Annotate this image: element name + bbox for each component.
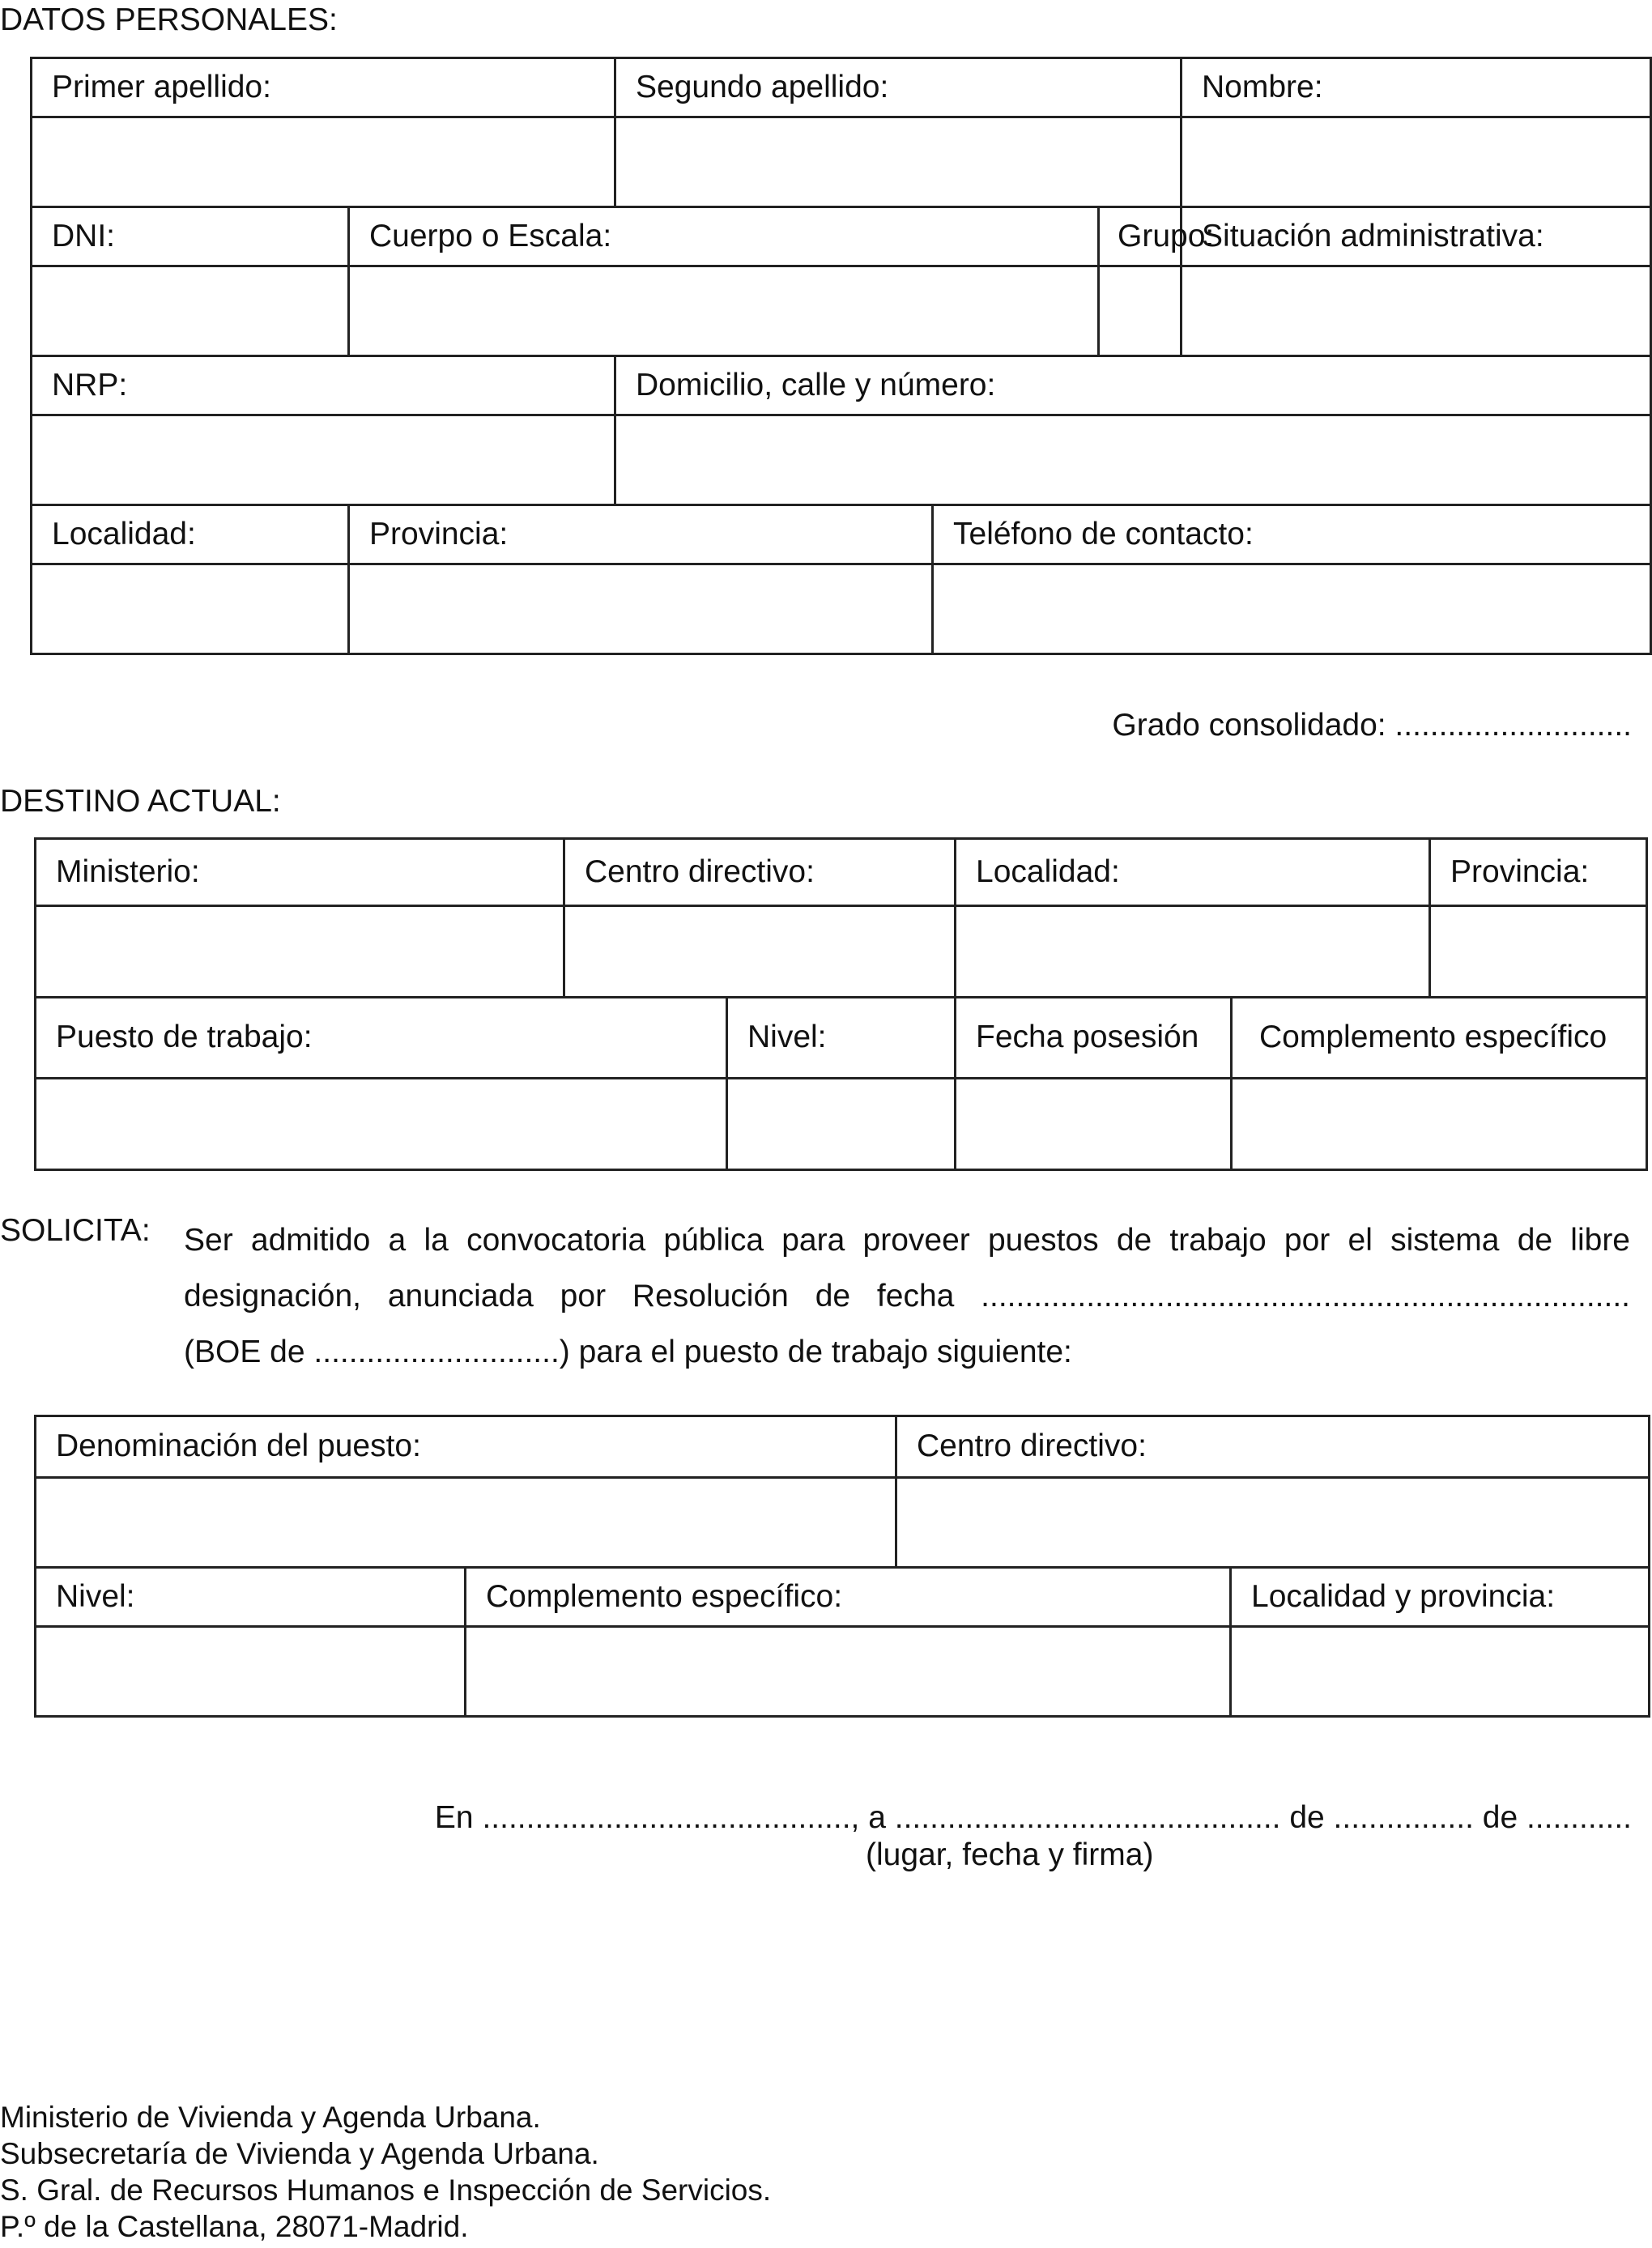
field-ministerio[interactable] bbox=[36, 906, 564, 998]
label-telefono: Teléfono de contacto: bbox=[933, 505, 1651, 564]
field-centro-directivo-puesto[interactable] bbox=[896, 1478, 1650, 1568]
field-dni[interactable] bbox=[32, 266, 349, 356]
footer-address: P.º de la Castellana, 28071-Madrid. bbox=[0, 2210, 469, 2243]
label-complemento-especifico-puesto: Complemento específico: bbox=[466, 1568, 1231, 1627]
field-telefono[interactable] bbox=[933, 564, 1651, 654]
field-segundo-apellido[interactable] bbox=[615, 117, 1182, 207]
label-grupo: Grupo: bbox=[1099, 207, 1182, 266]
field-localidad[interactable] bbox=[32, 564, 349, 654]
label-cuerpo-escala: Cuerpo o Escala: bbox=[349, 207, 1099, 266]
field-nivel-puesto[interactable] bbox=[36, 1627, 466, 1717]
label-nrp: NRP: bbox=[32, 356, 615, 415]
field-localidad-destino[interactable] bbox=[956, 906, 1430, 998]
label-centro-directivo: Centro directivo: bbox=[564, 839, 956, 906]
solicita-line-3: (BOE de ............................) para el puesto de trabajo siguiente: bbox=[184, 1335, 1072, 1369]
label-primer-apellido: Primer apellido: bbox=[32, 58, 615, 117]
signature-caption: (lugar, fecha y firma) bbox=[866, 1837, 1154, 1872]
label-localidad-destino: Localidad: bbox=[956, 839, 1430, 906]
label-ministerio: Ministerio: bbox=[36, 839, 564, 906]
label-fecha-posesion: Fecha posesión bbox=[956, 998, 1232, 1079]
field-centro-directivo[interactable] bbox=[564, 906, 956, 998]
field-puesto-trabajo[interactable] bbox=[36, 1079, 727, 1170]
label-nivel-destino: Nivel: bbox=[727, 998, 956, 1079]
label-domicilio: Domicilio, calle y número: bbox=[615, 356, 1651, 415]
label-centro-directivo-puesto: Centro directivo: bbox=[896, 1416, 1650, 1478]
label-nivel-puesto: Nivel: bbox=[36, 1568, 466, 1627]
label-nombre: Nombre: bbox=[1182, 58, 1651, 117]
solicita-line-2: designación, anunciada por Resolución de fecha .......................................................................... bbox=[184, 1279, 1630, 1313]
field-complemento-especifico-puesto[interactable] bbox=[466, 1627, 1231, 1717]
label-complemento-especifico-destino: Complemento específico bbox=[1232, 998, 1647, 1079]
solicita-text bbox=[184, 1212, 1630, 1380]
label-situacion-administrativa: Situación administrativa: bbox=[1182, 207, 1651, 266]
field-domicilio[interactable] bbox=[615, 415, 1651, 505]
field-localidad-provincia[interactable] bbox=[1231, 1627, 1650, 1717]
signature-date-line: En .........................................., a ............................................ de ................ de ............ bbox=[434, 1800, 1632, 1835]
footer-ministerio: Ministerio de Vivienda y Agenda Urbana. bbox=[0, 2101, 541, 2134]
label-denominacion-puesto: Denominación del puesto: bbox=[36, 1416, 896, 1478]
field-grupo[interactable] bbox=[1099, 266, 1182, 356]
label-provincia-destino: Provincia: bbox=[1430, 839, 1647, 906]
section-title-destino-actual: DESTINO ACTUAL: bbox=[0, 784, 281, 819]
field-nivel-destino[interactable] bbox=[727, 1079, 956, 1170]
field-provincia-destino[interactable] bbox=[1430, 906, 1647, 998]
field-cuerpo-escala[interactable] bbox=[349, 266, 1099, 356]
footer-subsecretaria: Subsecretaría de Vivienda y Agenda Urbana. bbox=[0, 2137, 599, 2170]
label-puesto-trabajo: Puesto de trabajo: bbox=[36, 998, 727, 1079]
label-localidad: Localidad: bbox=[32, 505, 349, 564]
field-complemento-especifico-destino[interactable] bbox=[1232, 1079, 1647, 1170]
field-provincia[interactable] bbox=[349, 564, 933, 654]
field-nombre[interactable] bbox=[1182, 117, 1651, 207]
destino-actual-table bbox=[34, 837, 1648, 1171]
field-nrp[interactable] bbox=[32, 415, 615, 505]
field-primer-apellido[interactable] bbox=[32, 117, 615, 207]
label-dni: DNI: bbox=[32, 207, 349, 266]
label-localidad-provincia: Localidad y provincia: bbox=[1231, 1568, 1650, 1627]
personal-data-table bbox=[30, 57, 1652, 655]
grado-consolidado: Grado consolidado: ........................... bbox=[1112, 708, 1632, 743]
field-situacion-administrativa[interactable] bbox=[1182, 266, 1651, 356]
solicita-label: SOLICITA: bbox=[0, 1213, 151, 1248]
solicita-line-1: Ser admitido a la convocatoria pública para proveer puestos de trabajo por el sistema de libre bbox=[184, 1223, 1630, 1258]
field-denominacion-puesto[interactable] bbox=[36, 1478, 896, 1568]
puesto-solicitado-table bbox=[34, 1415, 1650, 1718]
section-title-datos-personales: DATOS PERSONALES: bbox=[0, 2, 338, 37]
label-segundo-apellido: Segundo apellido: bbox=[615, 58, 1182, 117]
footer-direccion-general: S. Gral. de Recursos Humanos e Inspección de Servicios. bbox=[0, 2173, 772, 2207]
label-provincia: Provincia: bbox=[349, 505, 933, 564]
field-fecha-posesion[interactable] bbox=[956, 1079, 1232, 1170]
